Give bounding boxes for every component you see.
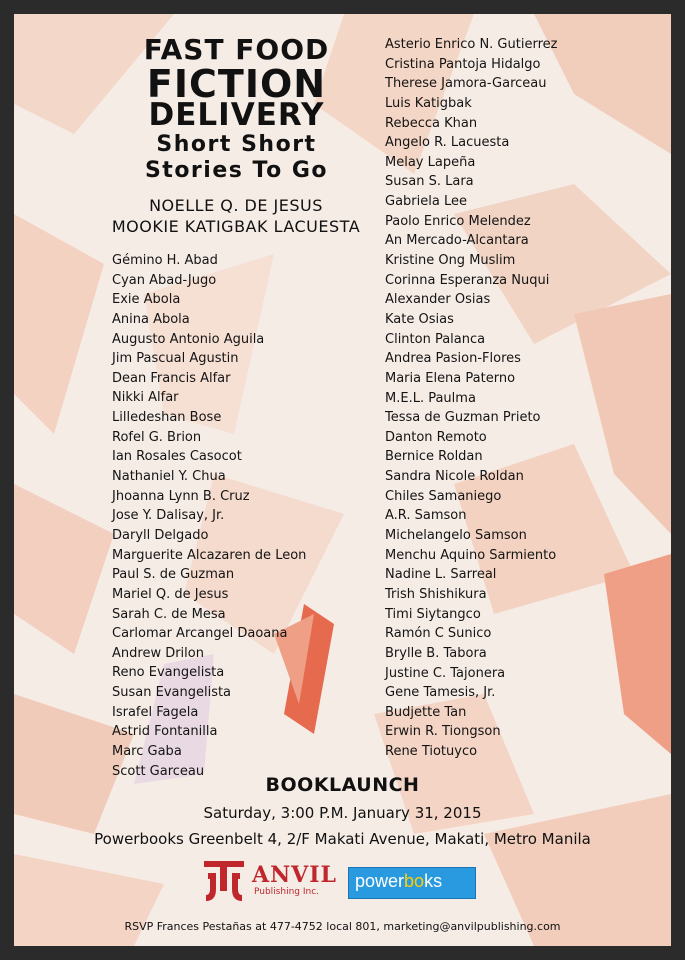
anvil-logo xyxy=(202,859,338,905)
powerbooks-word-b: bo xyxy=(404,871,425,891)
subtitle-line: Stories To Go xyxy=(144,158,329,183)
contributor-name: Alexander Osias xyxy=(385,292,491,308)
contributor-name: Anina Abola xyxy=(112,311,190,327)
contributor-name: Paul S. de Guzman xyxy=(112,567,235,583)
contributor-name: Corinna Esperanza Nuqui xyxy=(385,272,550,288)
contributor-name: Nadine L. Sarreal xyxy=(385,567,497,583)
contributor-name: Israfel Fagela xyxy=(112,704,199,720)
event-date: Saturday, 3:00 P.M. January 31, 2015 xyxy=(203,804,482,822)
contributor-name: Sandra Nicole Roldan xyxy=(385,469,524,485)
anvil-subtitle: Publishing Inc. xyxy=(254,887,320,897)
contributor-name: Jim Pascual Agustin xyxy=(112,351,239,367)
contributor-name: M.E.L. Paulma xyxy=(385,390,476,406)
contributor-name: Nathaniel Y. Chua xyxy=(112,469,226,485)
powerbooks-logo xyxy=(348,867,476,899)
powerbooks-word-a: power xyxy=(355,871,405,891)
editor-name: MOOKIE KATIGBAK LACUESTA xyxy=(111,217,361,236)
contributor-name: Kristine Ong Muslim xyxy=(385,253,516,269)
contributor-name: Jose Y. Dalisay, Jr. xyxy=(112,508,225,524)
contributor-name: Therese Jamora-Garceau xyxy=(385,76,547,92)
contributor-name: Trish Shishikura xyxy=(385,586,487,602)
contributor-name: A.R. Samson xyxy=(385,508,467,524)
contributor-name: Carlomar Arcangel Daoana xyxy=(112,626,288,642)
contributor-name: Rofel G. Brion xyxy=(112,429,202,445)
contributor-name: Clinton Palanca xyxy=(385,331,486,347)
title-line: DELIVERY xyxy=(148,97,325,133)
contributor-name: Tessa de Guzman Prieto xyxy=(385,410,541,426)
anvil-wordmark: ANVIL xyxy=(252,862,338,888)
contributor-name: Nikki Alfar xyxy=(112,390,179,406)
contributor-name: Mariel Q. de Jesus xyxy=(112,586,229,602)
contributor-name: Jhoanna Lynn B. Cruz xyxy=(112,488,250,504)
event-venue: Powerbooks Greenbelt 4, 2/F Makati Avenue, Makati, Metro Manila xyxy=(94,830,591,848)
contributor-name: Justine C. Tajonera xyxy=(385,665,506,681)
rsvp-line: RSVP Frances Pestañas at 477-4752 local 801, marketing@anvilpublishing.com xyxy=(124,920,561,933)
contributor-name: Maria Elena Paterno xyxy=(385,370,516,386)
contributor-name: Michelangelo Samson xyxy=(385,528,527,544)
contributor-name: Reno Evangelista xyxy=(112,665,225,681)
contributor-name: Kate Osias xyxy=(385,311,454,327)
contributors-left-column xyxy=(112,251,306,781)
contributor-name: Marc Gaba xyxy=(112,744,182,760)
contributor-name: Astrid Fontanilla xyxy=(112,724,218,740)
bg-shard xyxy=(604,554,671,754)
contributor-name: Augusto Antonio Aguila xyxy=(112,331,265,347)
title-line: FICTION xyxy=(146,62,327,106)
contributor-name: Bernice Roldan xyxy=(385,449,483,465)
contributor-name: Scott Garceau xyxy=(112,763,205,779)
contributor-name: Gabriela Lee xyxy=(385,194,467,210)
title-line: FAST FOOD xyxy=(143,33,330,66)
contributor-name: Erwin R. Tiongson xyxy=(385,724,501,740)
contributor-name: An Mercado-Alcantara xyxy=(385,233,529,249)
contributor-name: Exie Abola xyxy=(112,292,181,308)
bg-shard xyxy=(14,214,104,434)
contributor-name: Dean Francis Alfar xyxy=(112,370,231,386)
contributor-name: Timi Siytangco xyxy=(385,606,481,622)
contributors-right-column xyxy=(385,35,557,762)
booklaunch-heading: BOOKLAUNCH xyxy=(265,774,420,796)
contributor-name: Susan S. Lara xyxy=(385,174,474,190)
contributor-name: Lilledeshan Bose xyxy=(112,410,222,426)
contributor-name: Danton Remoto xyxy=(385,429,487,445)
contributor-name: Ian Rosales Casocot xyxy=(112,449,242,465)
contributor-name: Ramón C Sunico xyxy=(385,626,492,642)
subtitle-line: Short Short xyxy=(156,132,317,157)
contributor-name: Angelo R. Lacuesta xyxy=(385,135,510,151)
contributor-name: Cristina Pantoja Hidalgo xyxy=(385,56,541,72)
anvil-mark-icon xyxy=(202,859,246,905)
contributor-name: Gene Tamesis, Jr. xyxy=(385,685,496,701)
bg-shard xyxy=(14,484,114,654)
contributor-name: Asterio Enrico N. Gutierrez xyxy=(385,37,558,52)
contributor-name: Budjette Tan xyxy=(385,704,467,720)
contributor-name: Menchu Aquino Sarmiento xyxy=(385,547,557,563)
contributor-name: Sarah C. de Mesa xyxy=(112,606,226,622)
contributor-name: Rebecca Khan xyxy=(385,115,478,131)
editor-name: NOELLE Q. DE JESUS xyxy=(149,196,323,215)
contributor-name: Luis Katigbak xyxy=(385,95,472,111)
contributor-name: Andrew Drilon xyxy=(112,645,204,661)
contributor-name: Paolo Enrico Melendez xyxy=(385,213,531,229)
contributor-name: Chiles Samaniego xyxy=(385,488,502,504)
contributor-name: Susan Evangelista xyxy=(112,685,232,701)
powerbooks-word-c: ks xyxy=(424,871,443,891)
contributor-name: Rene Tiotuyco xyxy=(385,744,478,760)
contributor-name: Marguerite Alcazaren de Leon xyxy=(112,547,307,563)
contributor-name: Melay Lapeña xyxy=(385,154,476,170)
contributor-name: Brylle B. Tabora xyxy=(385,645,487,661)
powerbooks-wordmark xyxy=(355,871,442,892)
contributor-name: Cyan Abad-Jugo xyxy=(112,272,217,288)
contributor-name: Gémino H. Abad xyxy=(112,253,218,268)
book-launch-poster xyxy=(14,14,671,946)
contributor-name: Andrea Pasion-Flores xyxy=(385,351,521,367)
contributor-name: Daryll Delgado xyxy=(112,527,209,543)
